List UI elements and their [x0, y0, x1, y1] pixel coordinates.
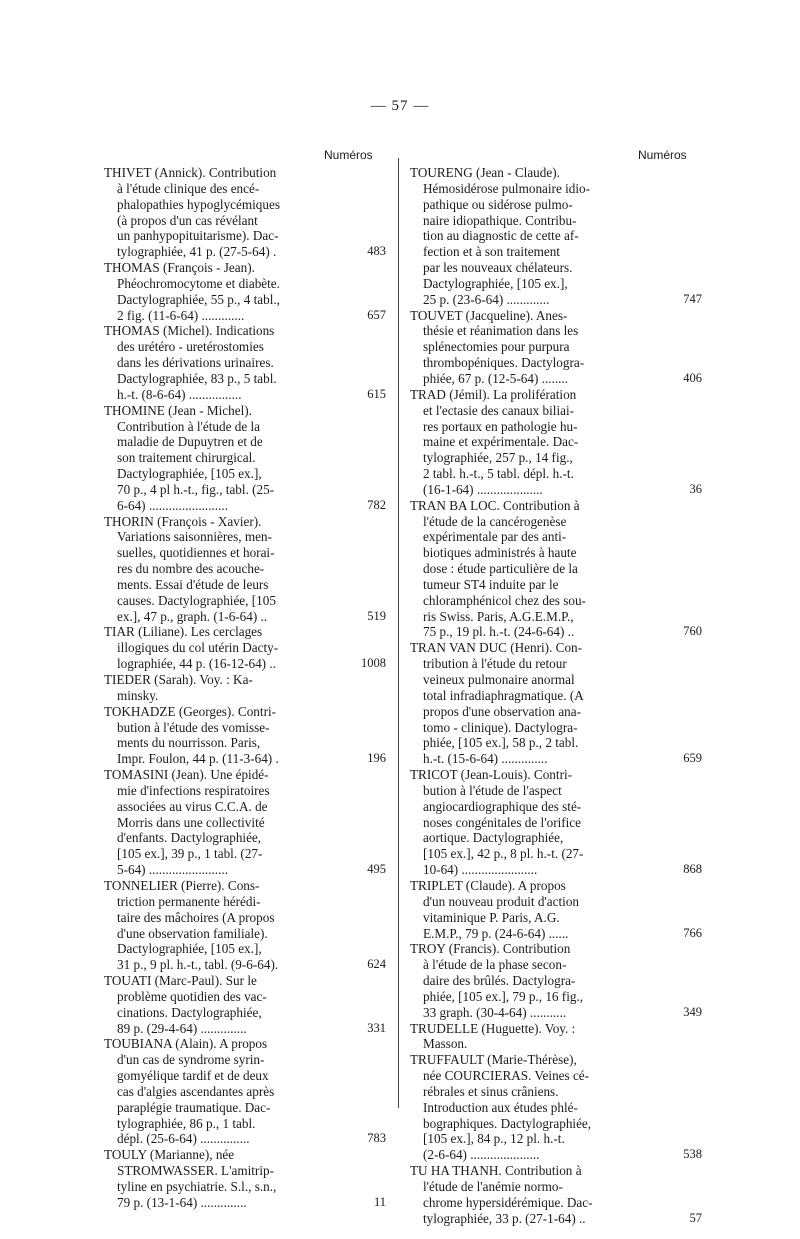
index-entry — [104, 323, 386, 402]
entry-line: (2-6-64) ..................... — [423, 1147, 540, 1163]
entry-line: TIAR (Liliane). Les cerclages — [104, 624, 263, 640]
entry-line: 75 p., 19 pl. h.-t. (24-6-64) .. — [423, 624, 575, 640]
entry-line: 25 p. (23-6-64) ............. — [423, 291, 550, 307]
entry-line: à l'étude de la phase secon- — [423, 957, 567, 973]
entry-line: expérimentale par des anti- — [423, 529, 567, 545]
entry-line: par les nouveaux chélateurs. — [423, 260, 573, 276]
entry-line: STROMWASSER. L'amitrip- — [117, 1163, 274, 1179]
entry-line: tumeur ST4 induite par le — [423, 576, 559, 592]
entry-line: phalopathies hypoglycémiques — [117, 196, 280, 212]
entry-line: 6-64) ........................ — [117, 497, 228, 513]
entry-line: TOUBIANA (Alain). A propos — [104, 1036, 268, 1052]
entry-line: suelles, quotidiennes et horai- — [117, 545, 275, 561]
entry-line: TOMASINI (Jean). Une épidé- — [104, 767, 269, 783]
entry-line: Masson. — [423, 1036, 468, 1052]
entry-line: phiée, 67 p. (12-5-64) ........ — [423, 370, 569, 386]
entry-number: 331 — [367, 1020, 386, 1035]
entry-line: biotiques administrés à haute — [423, 545, 577, 561]
entry-number: 11 — [373, 1194, 386, 1209]
column-divider — [398, 158, 399, 1108]
entry-line: TRUDELLE (Huguette). Voy. : — [410, 1020, 576, 1036]
entry-number: 760 — [683, 624, 702, 639]
entry-line: maladie de Dupuytren et de — [117, 434, 263, 450]
entry-line: née COURCIERAS. Veines cé- — [423, 1068, 590, 1084]
entry-line: ments. Essai d'étude de leurs — [117, 576, 269, 592]
entry-line: E.M.P., 79 p. (24-6-64) ...... — [423, 925, 569, 941]
entry-number: 57 — [689, 1210, 702, 1225]
entry-line: causes. Dactylographiée, [105 — [117, 592, 276, 608]
entry-number: 624 — [367, 957, 386, 972]
entry-line: rébrales et sinus crâniens. — [423, 1083, 559, 1099]
entry-line: naire idiopathique. Contribu- — [423, 212, 577, 228]
entry-line: tylographiée, 86 p., 1 tabl. — [117, 1115, 256, 1131]
entry-line: Impr. Foulon, 44 p. (11-3-64) . — [117, 751, 279, 767]
entry-line: illogiques du col utérin Dacty- — [117, 640, 279, 656]
entry-line: d'une observation familiale). — [117, 925, 268, 941]
entry-line: dose : étude particulière de la — [423, 561, 578, 577]
index-entry — [410, 1163, 702, 1226]
entry-line: Dactylographiée, [105 ex.], — [423, 275, 568, 291]
entry-line: TOUVET (Jacqueline). Anes- — [410, 307, 568, 323]
index-entry — [410, 941, 702, 1020]
entry-line: Phéochromocytome et diabète. — [117, 275, 280, 291]
entry-line: tomo - clinique). Dactylogra- — [423, 719, 578, 735]
entry-number: 766 — [683, 925, 702, 940]
entry-line: d'un nouveau produit d'action — [423, 893, 580, 909]
entry-line: Dactylographiée, 83 p., 5 tabl. — [117, 370, 277, 386]
entry-line: [105 ex.], 42 p., 8 pl. h.-t. (27- — [423, 846, 584, 862]
entry-line: Dactylographiée, 55 p., 4 tabl., — [117, 291, 280, 307]
entry-line: propos d'une observation ana- — [423, 703, 582, 719]
entry-line: TRICOT (Jean-Louis). Contri- — [410, 767, 573, 783]
entry-line: splénectomies pour purpura — [423, 339, 570, 355]
entry-line: [105 ex.], 84 p., 12 pl. h.-t. — [423, 1131, 565, 1147]
index-entry — [410, 640, 702, 767]
entry-line: ris Swiss. Paris, A.G.E.M.P., — [423, 608, 574, 624]
entry-line: TONNELIER (Pierre). Cons- — [104, 877, 260, 893]
index-entry — [410, 878, 702, 941]
entry-line: TIEDER (Sarah). Voy. : Ka- — [104, 672, 253, 687]
entry-line: 2 fig. (11-6-64) ............. — [117, 307, 245, 323]
entry-line: 79 p. (13-1-64) .............. — [117, 1194, 247, 1210]
entry-line: un panhypopituitarisme). Dac- — [117, 228, 279, 244]
entry-line: TRUFFAULT (Marie-Thérèse), — [410, 1052, 577, 1068]
left-entries — [104, 165, 386, 1211]
entry-line: son traitement chirurgical. — [117, 450, 256, 466]
entry-line: Morris dans une collectivité — [117, 814, 265, 830]
entry-line: associées au virus C.C.A. de — [117, 798, 268, 814]
entry-number: 495 — [367, 862, 386, 877]
index-entry — [104, 704, 386, 767]
entry-line: problème quotidien des vac- — [117, 988, 267, 1004]
entry-line: tylographiée, 257 p., 14 fig., — [423, 450, 573, 466]
entry-number: 783 — [367, 1131, 386, 1146]
right-entries — [410, 165, 702, 1227]
entry-line: phiée, [105 ex.], 58 p., 2 tabl. — [423, 735, 579, 751]
entry-line: cas d'algies ascendantes après — [117, 1083, 275, 1099]
entry-line: l'étude de la cancérogenèse — [423, 513, 567, 529]
index-entry — [104, 672, 386, 704]
entry-line: (16-1-64) .................... — [423, 481, 543, 497]
entry-line: 70 p., 4 pl h.-t., fig., tabl. (25- — [117, 481, 275, 497]
entry-line: 5-64) ........................ — [117, 862, 228, 878]
entry-line: Contribution à l'étude de la — [117, 418, 261, 434]
entry-line: tylographiée, 41 p. (27-5-64) . — [117, 244, 277, 260]
entry-line: THOMAS (Michel). Indications — [104, 323, 275, 339]
entry-line: paraplégie traumatique. Dac- — [117, 1099, 271, 1115]
entry-line: tyline en psychiatrie. S.l., s.n., — [117, 1179, 277, 1194]
index-entry — [410, 767, 702, 878]
entry-line: bution à l'étude de l'aspect — [423, 782, 562, 798]
entry-line: THIVET (Annick). Contribution — [104, 165, 277, 180]
entry-line: gomyélique tardif et de deux — [117, 1068, 269, 1084]
entry-line: TRAD (Jémil). La prolifération — [410, 386, 577, 402]
entry-line: chrome hypersidérémique. Dac- — [423, 1194, 593, 1210]
index-entry — [410, 498, 702, 641]
entry-number: 538 — [683, 1147, 702, 1162]
entry-line: (à propos d'un cas révélant — [117, 212, 258, 228]
entry-line: cinations. Dactylographiée, — [117, 1004, 262, 1020]
entry-line: chloramphénicol chez des sou- — [423, 592, 586, 608]
entry-line: 31 p., 9 pl. h.-t., tabl. (9-6-64). — [117, 957, 279, 973]
entry-line: pathique ou sidérose pulmo- — [423, 196, 573, 212]
entry-line: tion au diagnostic de cette af- — [423, 228, 579, 244]
entry-number: 36 — [689, 481, 702, 496]
entry-line: bution à l'étude des vomisse- — [117, 719, 270, 735]
entry-line: taire des mâchoires (A propos — [117, 909, 275, 925]
index-entry — [104, 165, 386, 260]
entry-number: 782 — [367, 497, 386, 512]
entry-line: res portaux en pathologie hu- — [423, 418, 578, 434]
entry-line: lographiée, 44 p. (16-12-64) .. — [117, 656, 276, 672]
entry-line: et l'ectasie des canaux biliai- — [423, 402, 575, 418]
index-entry — [104, 1147, 386, 1210]
index-entry — [410, 165, 702, 308]
entry-line: mie d'infections respiratoires — [117, 782, 270, 798]
entry-line: TOUATI (Marc-Paul). Sur le — [104, 973, 257, 989]
entry-line: [105 ex.], 39 p., 1 tabl. (27- — [117, 846, 263, 862]
entry-line: 89 p. (29-4-64) .............. — [117, 1020, 247, 1036]
entry-line: thésie et réanimation dans les — [423, 323, 579, 339]
entry-number: 483 — [367, 244, 386, 259]
entry-line: ments du nourrisson. Paris, — [117, 735, 261, 751]
index-entry — [410, 387, 702, 498]
entry-line: TOKHADZE (Georges). Contri- — [104, 703, 277, 719]
entry-line: 10-64) ....................... — [423, 862, 538, 878]
index-entry — [104, 1036, 386, 1147]
left-column-header: Numéros — [324, 148, 373, 162]
entry-line: TRIPLET (Claude). A propos — [410, 877, 566, 893]
entry-line: aortique. Dactylographiée, — [423, 830, 564, 846]
index-entry — [104, 624, 386, 672]
index-entry — [410, 1052, 702, 1163]
entry-line: thrombopéniques. Dactylogra- — [423, 355, 585, 371]
entry-number: 868 — [683, 862, 702, 877]
entry-line: vitaminique P. Paris, A.G. — [423, 909, 560, 925]
entry-line: triction permanente hérédi- — [117, 893, 261, 909]
entry-line: TOURENG (Jean - Claude). — [410, 165, 560, 180]
entry-number: 406 — [683, 370, 702, 385]
entry-line: daire des brûlés. Dactylogra- — [423, 973, 576, 989]
entry-line: res du nombre des acouche- — [117, 561, 265, 577]
entry-line: fection et à son traitement — [423, 244, 560, 260]
entry-line: dépl. (25-6-64) ............... — [117, 1131, 250, 1147]
right-column-header: Numéros — [638, 148, 687, 162]
entry-line: ex.], 47 p., graph. (1-6-64) .. — [117, 608, 268, 624]
entry-line: dans les dérivations urinaires. — [117, 355, 274, 371]
index-entry — [410, 308, 702, 387]
index-entry — [104, 260, 386, 323]
entry-line: THORIN (François - Xavier). — [104, 513, 262, 529]
entry-number: 657 — [367, 307, 386, 322]
entry-line: d'un cas de syndrome syrin- — [117, 1052, 265, 1068]
entry-line: total infradiaphragmatique. (A — [423, 687, 584, 703]
index-entry — [104, 403, 386, 514]
entry-line: veineux pulmonaire anormal — [423, 672, 575, 687]
entry-line: 2 tabl. h.-t., 5 tabl. dépl. h.-t. — [423, 466, 574, 482]
index-entry — [104, 514, 386, 625]
entry-line: d'enfants. Dactylographiée, — [117, 830, 262, 846]
entry-line: bographiques. Dactylographiée, — [423, 1115, 592, 1131]
entry-number: 615 — [367, 386, 386, 401]
index-entry — [104, 878, 386, 973]
entry-line: 33 graph. (30-4-64) ........... — [423, 1004, 567, 1020]
entry-line: phiée, [105 ex.], 79 p., 16 fig., — [423, 988, 584, 1004]
entry-number: 519 — [367, 608, 386, 623]
entry-line: Introduction aux études phlé- — [423, 1099, 578, 1115]
entry-line: TOULY (Marianne), née — [104, 1147, 235, 1163]
entry-line: Dactylographiée, [105 ex.], — [117, 466, 262, 482]
entry-line: angiocardiographique des sté- — [423, 798, 582, 814]
entry-line: Hémosidérose pulmonaire idio- — [423, 180, 591, 196]
index-entry — [410, 1021, 702, 1053]
entry-line: des urétéro - uretérostomies — [117, 339, 264, 355]
entry-number: 1008 — [361, 656, 386, 671]
page-number: — 57 — — [370, 98, 430, 114]
entry-line: noses congénitales de l'orifice — [423, 814, 582, 830]
entry-line: maine et expérimentale. Dac- — [423, 434, 579, 450]
entry-line: h.-t. (8-6-64) ................ — [117, 386, 242, 402]
entry-line: tylographiée, 33 p. (27-1-64) .. — [423, 1210, 586, 1226]
entry-line: TU HA THANH. Contribution à — [410, 1163, 582, 1179]
entry-number: 747 — [683, 291, 702, 306]
entry-line: THOMINE (Jean - Michel). — [104, 402, 252, 418]
entry-line: Dactylographiée, [105 ex.], — [117, 941, 262, 957]
entry-line: l'étude de l'anémie normo- — [423, 1179, 563, 1194]
entry-line: TROY (Francis). Contribution — [410, 941, 571, 957]
index-entry — [104, 767, 386, 878]
entry-line: THOMAS (François - Jean). — [104, 260, 255, 276]
entry-number: 196 — [367, 751, 386, 766]
entry-line: TRAN BA LOC. Contribution à — [410, 497, 580, 513]
entry-number: 659 — [683, 751, 702, 766]
entry-line: à l'étude clinique des encé- — [117, 180, 260, 196]
entry-line: tribution à l'étude du retour — [423, 656, 567, 672]
entry-line: minsky. — [117, 687, 159, 703]
entry-line: TRAN VAN DUC (Henri). Con- — [410, 640, 583, 656]
entry-number: 349 — [683, 1004, 702, 1019]
entry-line: h.-t. (15-6-64) .............. — [423, 751, 548, 767]
index-entry — [104, 973, 386, 1036]
entry-line: Variations saisonnières, men- — [117, 529, 272, 545]
